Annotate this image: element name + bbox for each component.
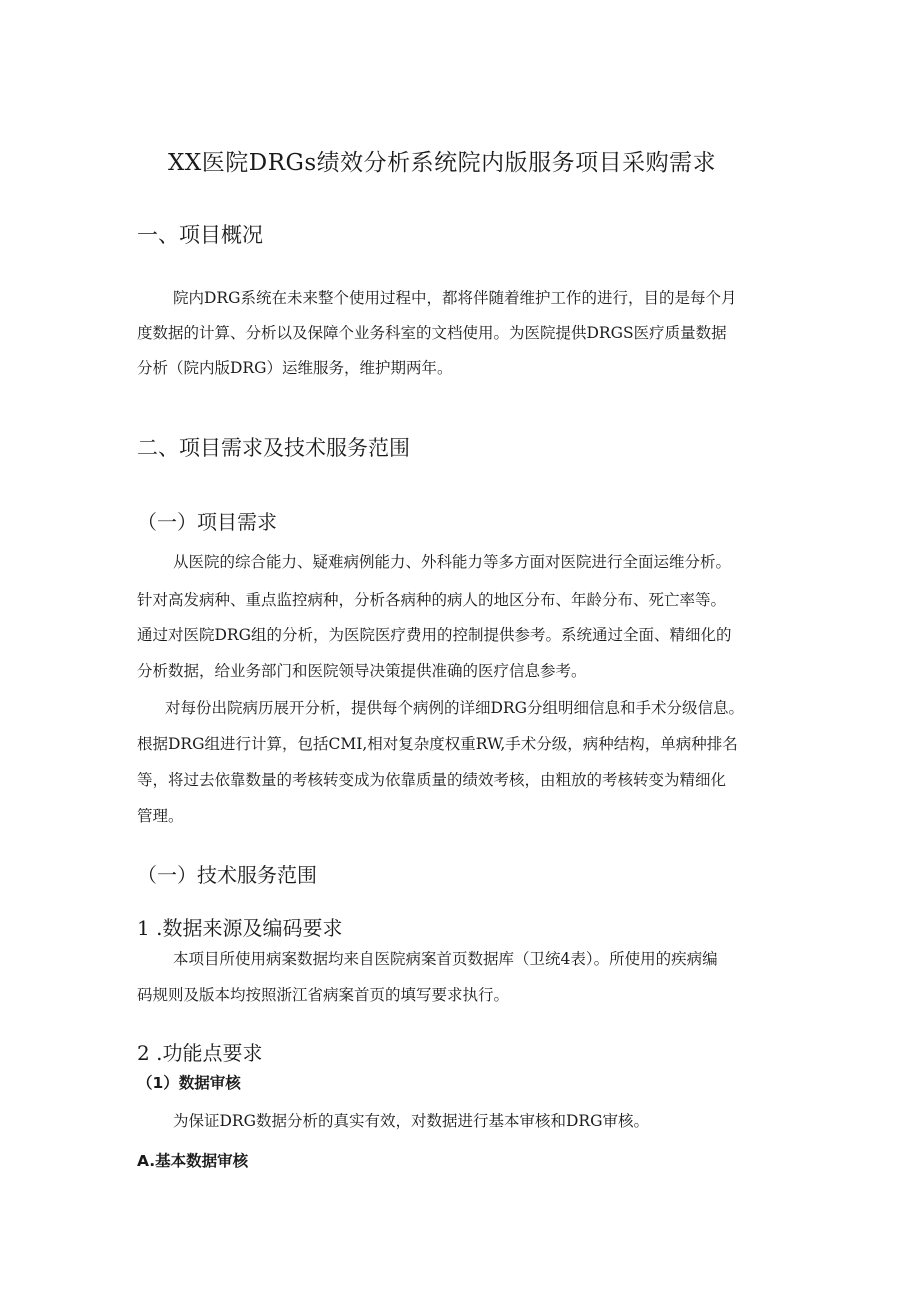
paragraph-line: 度数据的计算、分析以及保障个业务科室的文档使用。为医院提供DRGS医疗质量数据 xyxy=(137,324,727,342)
paragraph-line: 为保证DRG数据分析的真实有效，对数据进行基本审核和DRG审核。 xyxy=(173,1112,649,1130)
subitem-heading-basic-audit: A.基本数据审核 xyxy=(137,1152,249,1170)
subitem-heading-data-audit: （1）数据审核 xyxy=(137,1074,241,1092)
item-heading-data-source: 1 .数据来源及编码要求 xyxy=(137,916,343,940)
paragraph-line: 管理。 xyxy=(137,807,184,825)
section-heading-requirements: 二、项目需求及技术服务范围 xyxy=(137,436,410,460)
subsection-heading-project-needs: （一）项目需求 xyxy=(137,510,277,534)
paragraph-line: 院内DRG系统在未来整个使用过程中，都将伴随着维护工作的进行，目的是每个月 xyxy=(173,289,737,307)
paragraph-line: 分析数据，给业务部门和医院领导决策提供准确的医疗信息参考。 xyxy=(137,662,587,680)
paragraph-line: 通过对医院DRG组的分析，为医院医疗费用的控制提供参考。系统通过全面、精细化的 xyxy=(137,626,732,644)
subsection-heading-tech-scope: （一）技术服务范围 xyxy=(137,863,317,887)
paragraph-line: 本项目所使用病案数据均来自医院病案首页数据库（卫统4表）。所使用的疾病编 xyxy=(173,950,718,968)
paragraph-line: 针对高发病种、重点监控病种，分析各病种的病人的地区分布、年龄分布、死亡率等。 xyxy=(137,591,727,609)
paragraph-line: 分析（院内版DRG）运维服务，维护期两年。 xyxy=(137,359,453,377)
paragraph-line: 根据DRG组进行计算，包括CMI,相对复杂度权重RW,手术分级，病种结构，单病种排名 xyxy=(137,735,738,753)
paragraph-line: 从医院的综合能力、疑难病例能力、外科能力等多方面对医院进行全面运维分析。 xyxy=(173,553,732,571)
paragraph-line: 对每份出院病历展开分析，提供每个病例的详细DRG分组明细信息和手术分级信息。 xyxy=(165,699,744,717)
item-heading-function-points: 2 .功能点要求 xyxy=(137,1041,263,1065)
paragraph-line: 等，将过去依靠数量的考核转变成为依靠质量的绩效考核，由粗放的考核转变为精细化 xyxy=(137,771,727,789)
paragraph-line: 码规则及版本均按照浙江省病案首页的填写要求执行。 xyxy=(137,986,510,1004)
section-heading-overview: 一、项目概况 xyxy=(137,223,263,247)
document-title: XX医院DRGs绩效分析系统院内版服务项目采购需求 xyxy=(168,150,717,176)
